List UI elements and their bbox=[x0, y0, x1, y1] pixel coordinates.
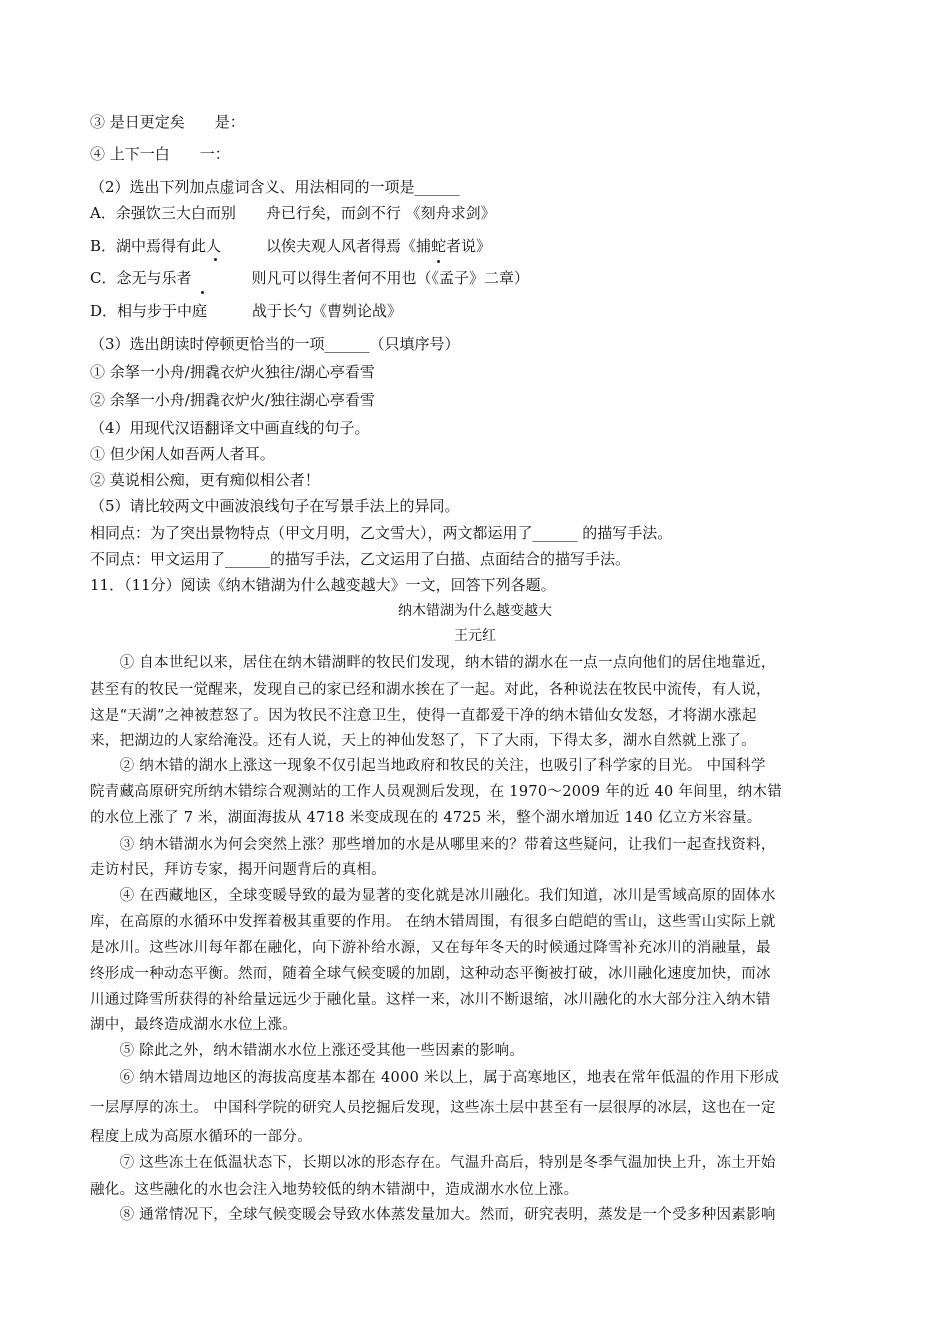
article-line: 融化。这些融化的水也会注入地势较低的纳木错湖中，造成湖水水位上涨。 bbox=[90, 1182, 579, 1198]
q10-sub2-option-d: D．相与步于中庭 战于长勺《曹刿论战》 bbox=[90, 302, 403, 320]
article-line: ⑦ 这些冻土在低温状态下，长期以冰的形态存在。气温升高后，特别是冬季气温加快上升，冻土开始 bbox=[90, 1155, 776, 1171]
q10-sub5-diff: 不同点：甲文运用了______的描写手法，乙文运用了白描、点面结合的描写手法。 bbox=[90, 550, 631, 568]
article-line: ⑧ 通常情况下，全球气候变暖会导致水体蒸发量加大。然而，研究表明，蒸发是一个受多种因素影响 bbox=[90, 1207, 776, 1223]
article-line: 甚至有的牧民一觉醒来，发现自己的家已经和湖水挨在了一起。对此，各种说法在牧民中流传，有人说， bbox=[90, 682, 771, 698]
article-title: 纳木错湖为什么越变越大 bbox=[398, 603, 552, 619]
q10-sub2-prompt: （2）选出下列加点虚词含义、用法相同的一项是______ bbox=[90, 178, 460, 196]
q10-sub5-same: 相同点：为了突出景物特点（甲文月明，乙文雪大），两文都运用了______ 的描写手法。 bbox=[90, 524, 673, 542]
q10-sub5-prompt: （5）请比较两文中画波浪线句子在写景手法上的异同。 bbox=[90, 497, 460, 515]
q10-item-4: ④ 上下一白 一： bbox=[90, 145, 230, 163]
article-line: 川通过降雪所获得的补给量远远少于融化量。这样一来，冰川不断退缩，冰川融化的水大部分注入纳木错 bbox=[90, 992, 771, 1008]
article-line: 湖中，最终造成湖水水位上涨。 bbox=[90, 1017, 298, 1033]
q10-sub4-sentence-2: ② 莫说相公痴，更有痴似相公者！ bbox=[90, 471, 320, 489]
article-line: 来，把湖边的人家给淹没。还有人说，天上的神仙发怒了，下了大雨，下得太多，湖水自然就上涨了。 bbox=[90, 733, 756, 749]
q10-sub3-option-2: ② 余拏一小舟/拥毳衣炉火/独往湖心亭看雪 bbox=[90, 391, 375, 409]
q10-sub4-prompt: （4）用现代汉语翻译文中画直线的句子。 bbox=[90, 419, 370, 437]
article-line: ③ 纳木错湖水为何会突然上涨？那些增加的水是从哪里来的？带着这些疑问，让我们一起查找资料， bbox=[90, 837, 776, 853]
emphasis-dot bbox=[437, 260, 440, 263]
article-line: 终形成一种动态平衡。然而，随着全球气候变暖的加剧，这种动态平衡被打破，冰川融化速度加快，而冰 bbox=[90, 966, 771, 982]
article-line: ② 纳木错的湖水上涨这一现象不仅引起当地政府和牧民的关注，也吸引了科学家的目光。 中国科学 bbox=[90, 758, 766, 774]
article-line: 一层厚厚的冻土。 中国科学院的研究人员挖掘后发现，这些冻土层中甚至有一层很厚的冰层，这也在一定 bbox=[90, 1100, 776, 1116]
emphasis-dot bbox=[214, 258, 217, 261]
q11-header: 11．（11分）阅读《纳木错湖为什么越变越大》一文，回答下列各题。 bbox=[90, 576, 556, 594]
q10-item-3: ③ 是日更定矣 是： bbox=[90, 113, 245, 131]
article-line: 程度上成为高原水循环的一部分。 bbox=[90, 1129, 312, 1145]
q10-sub2-option-c: C．念无与乐者 则凡可以得生者何不用也（《孟子》二章） bbox=[90, 269, 529, 287]
article-line: 是冰川。这些冰川每年都在融化，向下游补给水源，又在每年冬天的时候通过降雪补充冰川的消融量，最 bbox=[90, 940, 771, 956]
article-line: ④ 在西藏地区，全球变暖导致的最为显著的变化就是冰川融化。我们知道，冰川是雪域高原的固体水 bbox=[90, 888, 776, 904]
q10-sub2-option-b: B．湖中焉得有此人 以俟夫观人风者得焉《捕蛇者说》 bbox=[90, 237, 492, 255]
article-line: 走访村民，拜访专家，揭开问题背后的真相。 bbox=[90, 862, 386, 878]
article-line: 这是“天湖”之神被惹怒了。因为牧民不注意卫生，使得一直都爱干净的纳木错仙女发怒，才将湖水涨起 bbox=[90, 708, 757, 724]
article-line: ⑤ 除此之外，纳木错湖水水位上涨还受其他一些因素的影响。 bbox=[90, 1043, 525, 1059]
emphasis-dot bbox=[201, 291, 204, 294]
article-line: 的水位上涨了 7 米，湖面海拔从 4718 米变成现在的 4725 米，整个湖水增加近 140 亿立方米容量。 bbox=[90, 810, 762, 826]
article-line: 院青藏高原研究所纳木错综合观测站的工作人员观测后发现，在 1970～2009 年的近 40 年间里，纳木错 bbox=[90, 784, 783, 800]
q10-sub2-option-a: A．余强饮三大白而别 舟已行矣，而剑不行 《刻舟求剑》 bbox=[90, 204, 496, 222]
article-line: ⑥ 纳木错周边地区的海拔高度基本都在 4000 米以上，属于高寒地区，地表在常年低温的作用下形成 bbox=[90, 1070, 780, 1086]
q10-sub4-sentence-1: ① 但少闲人如吾两人者耳。 bbox=[90, 445, 275, 463]
q10-sub3-prompt: （3）选出朗读时停顿更恰当的一项______（只填序号） bbox=[90, 335, 460, 353]
q10-sub3-option-1: ① 余拏一小舟/拥毳衣炉火独往/湖心亭看雪 bbox=[90, 363, 375, 381]
article-line: ① 自本世纪以来，居住在纳木错湖畔的牧民们发现，纳木错的湖水在一点一点向他们的居住地靠近， bbox=[90, 655, 776, 671]
article-line: 库，在高原的水循环中发挥着极其重要的作用。 在纳木错周围，有很多白皑皑的雪山，这些雪山实际上就 bbox=[90, 914, 776, 930]
article-author: 王元红 bbox=[454, 628, 496, 644]
